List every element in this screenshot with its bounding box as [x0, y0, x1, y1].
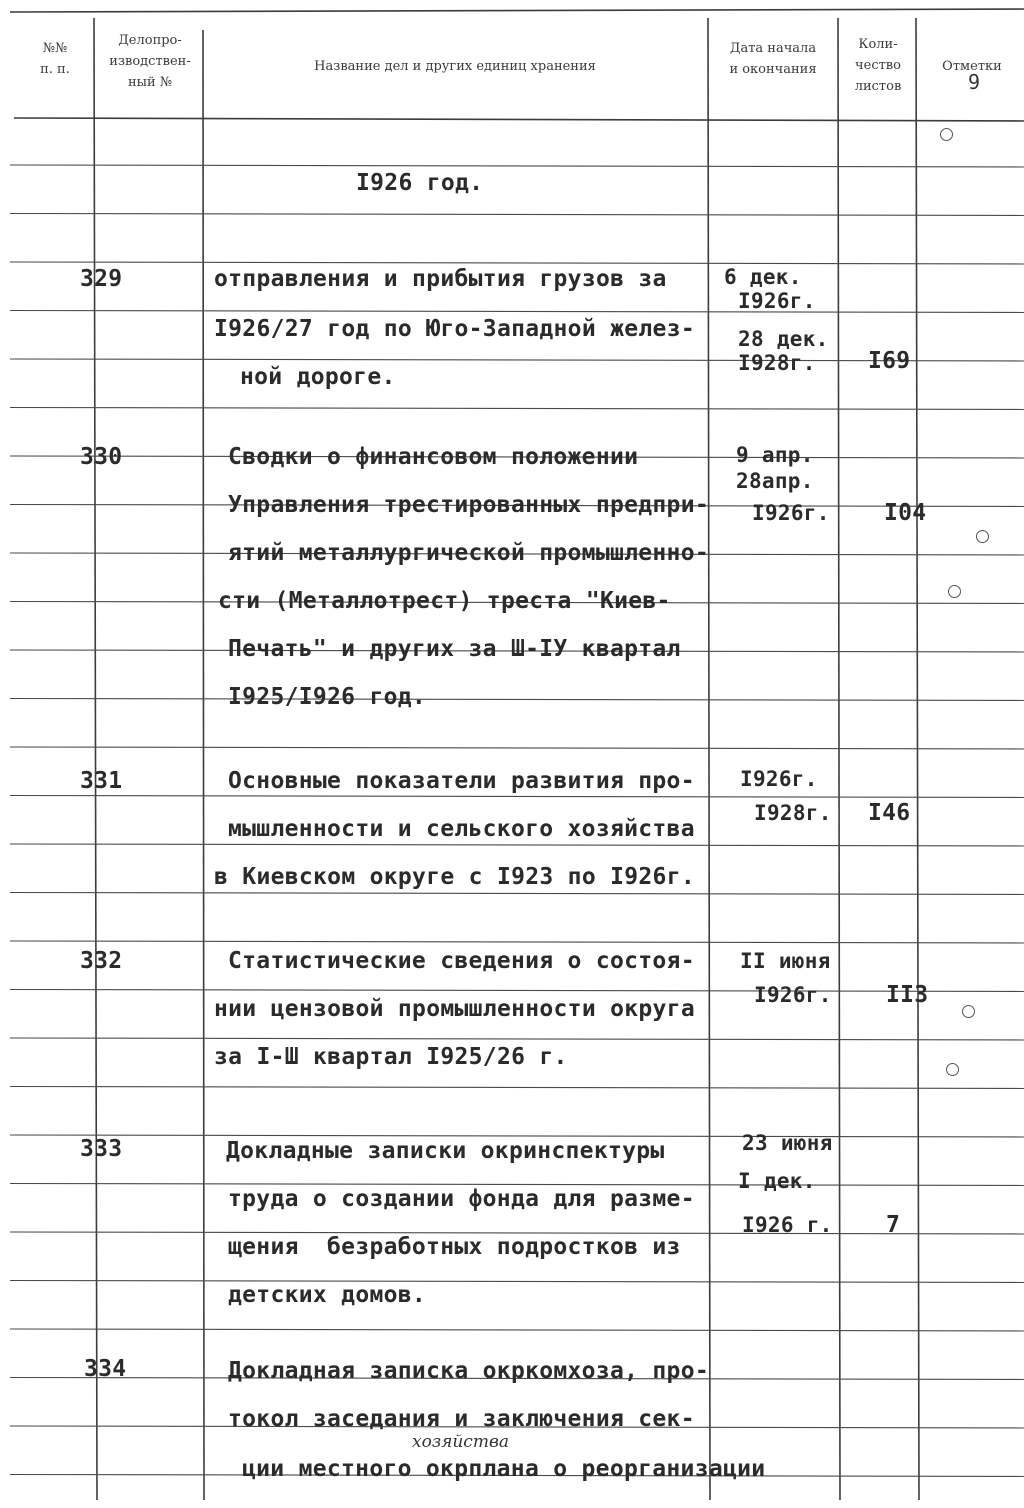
entry-title-line: Докладная записка окркомхоза, про-	[228, 1358, 710, 1384]
entry-date: I928г.	[754, 801, 832, 825]
entry-title-line: мышленности и сельского хозяйства	[228, 816, 695, 842]
ruled-line	[10, 165, 1024, 167]
entry-sheet-count: I69	[868, 348, 911, 374]
entry-date: I928г.	[738, 351, 816, 375]
ruled-line	[10, 1329, 1024, 1331]
entry-title-line: токол заседания и заключения сек-	[228, 1406, 695, 1432]
ruled-line	[10, 408, 1024, 410]
ruled-line	[10, 796, 1024, 798]
ruled-line	[10, 214, 1024, 216]
entry-title-line: I925/I926 год.	[228, 684, 427, 710]
entry-number: 332	[80, 948, 123, 974]
ruled-line	[10, 1281, 1024, 1283]
ruled-line	[10, 990, 1024, 992]
entry-title-line: отправления и прибытия грузов за	[214, 266, 667, 292]
section-title: I926 год.	[356, 170, 484, 196]
entry-title-line: I926/27 год по Юго-Западной желез-	[214, 316, 696, 342]
entry-date: I926 г.	[742, 1213, 833, 1237]
entry-date: I926г.	[738, 289, 816, 313]
entry-title-line: Докладные записки окринспектуры	[226, 1138, 665, 1164]
entry-number: 334	[84, 1356, 127, 1382]
header-col-notes: Отметки	[942, 59, 1002, 74]
entry-title-line: детских домов.	[228, 1282, 427, 1308]
entry-number: 330	[80, 444, 123, 470]
ring-mark	[962, 1005, 975, 1018]
ruled-line	[10, 747, 1024, 749]
entry-date: 23 июня	[742, 1131, 833, 1155]
entry-date: I926г.	[754, 983, 832, 1007]
entry-number: 329	[80, 266, 123, 292]
ruled-line	[10, 1135, 1024, 1137]
entry-date: 6 дек.	[724, 265, 802, 289]
ring-mark	[948, 585, 961, 598]
entry-number: 331	[80, 768, 123, 794]
ruled-line	[10, 844, 1024, 846]
handwritten-note: хозяйства	[412, 1432, 509, 1452]
ruled-line	[10, 1087, 1024, 1089]
entry-title-line: ции местного окрплана о реорганизации	[242, 1456, 766, 1482]
entry-date: 28апр.	[736, 469, 814, 493]
entry-date: I926г.	[740, 767, 818, 791]
ruled-line	[10, 893, 1024, 895]
entry-date: I дек.	[738, 1169, 816, 1193]
header-col-office-number: Делопро- изводствен- ный №	[109, 33, 191, 90]
page-number: 9	[968, 70, 981, 94]
ruled-line	[10, 311, 1024, 313]
entry-title-line: ятий металлургической промышленно-	[228, 540, 710, 566]
entry-sheet-count: I04	[884, 500, 927, 526]
entry-title-line: труда о создании фонда для разме-	[228, 1186, 695, 1212]
ruled-line	[10, 699, 1024, 701]
header-col-sheets: Коли- чество листов	[854, 37, 902, 94]
ruled-line	[10, 262, 1024, 264]
entry-title-line: Сводки о финансовом положении	[228, 444, 639, 470]
header-col-dates: Дата начала и окончания	[729, 41, 817, 77]
entry-title-line: нии цензовой промышленности округа	[214, 996, 696, 1022]
entry-title-line: Статистические сведения о состоя-	[228, 948, 695, 974]
entry-sheet-count: II3	[886, 982, 929, 1008]
header-col-number: №№ п. п.	[40, 41, 70, 77]
entry-title-line: Управления трестированных предпри-	[228, 492, 710, 518]
ring-mark	[940, 128, 953, 141]
entry-title-line: ной дороге.	[240, 364, 396, 390]
entry-title-line: за I-Ш квартал I925/26 г.	[214, 1044, 568, 1070]
entry-title-line: сти (Металлотрест) треста "Киев-	[218, 588, 671, 614]
header-col-title: Название дел и других единиц хранения	[314, 59, 596, 74]
entry-date: II июня	[740, 949, 831, 973]
entry-title-line: Основные показатели развития про-	[228, 768, 695, 794]
entry-number: 333	[80, 1136, 123, 1162]
ring-mark	[976, 530, 989, 543]
entry-sheet-count: 7	[886, 1212, 901, 1238]
entry-date: 28 дек.	[738, 327, 829, 351]
entry-title-line: Печать" и других за Ш-IУ квартал	[228, 636, 681, 662]
ruled-line	[10, 941, 1024, 943]
entry-sheet-count: I46	[868, 800, 911, 826]
ruled-line	[10, 1038, 1024, 1040]
entry-title-line: в Киевском округе с I923 по I926г.	[214, 864, 696, 890]
entry-date: I926г.	[752, 501, 830, 525]
ring-mark	[946, 1063, 959, 1076]
entry-title-line: щения безработных подростков из	[228, 1234, 681, 1260]
entry-date: 9 апр.	[736, 443, 814, 467]
